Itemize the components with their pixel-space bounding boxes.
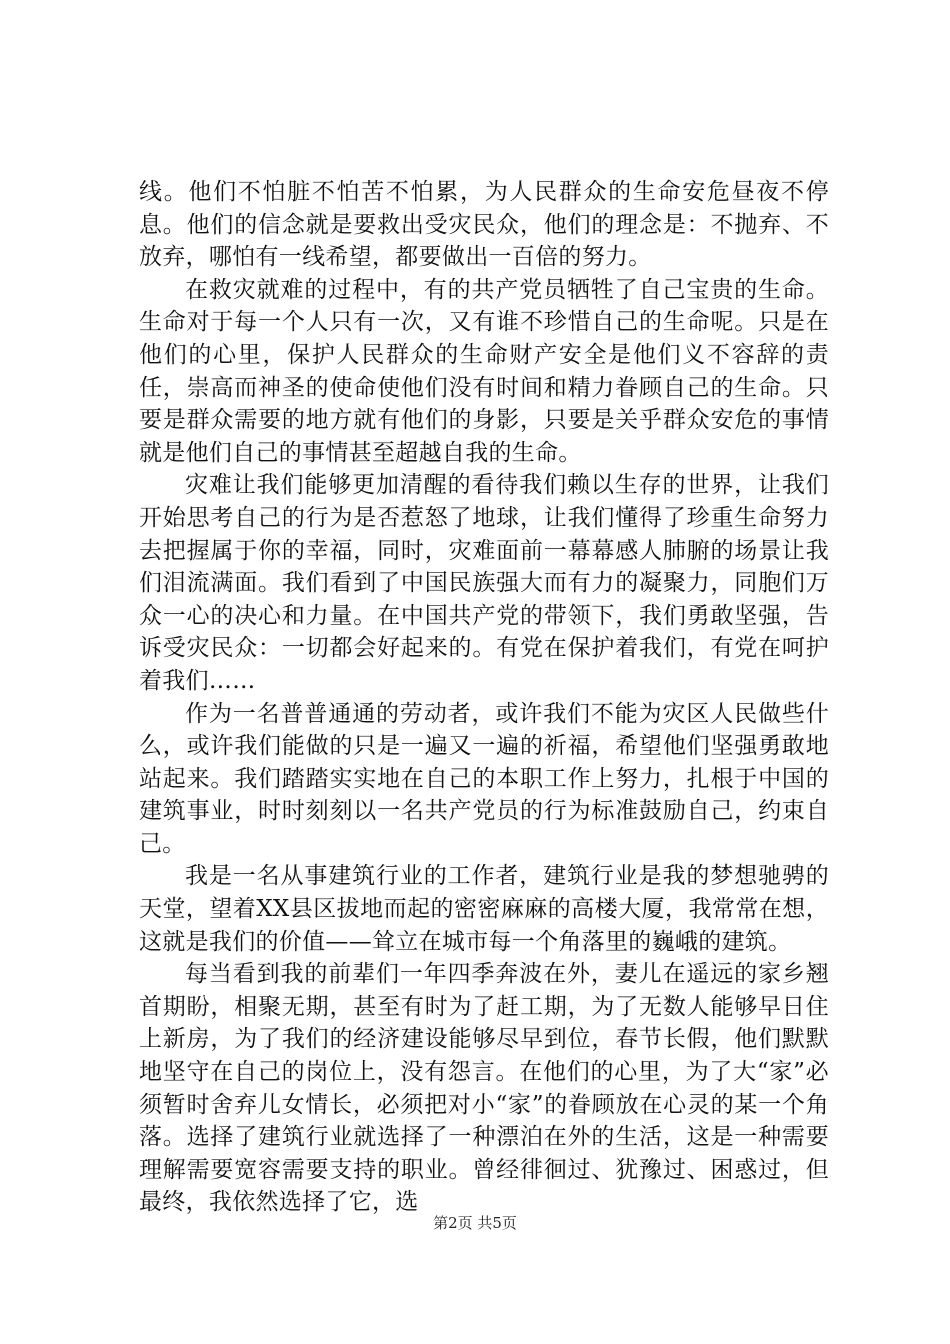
paragraph-3: 灾难让我们能够更加清醒的看待我们赖以生存的世界，让我们开始思考自己的行为是否惹怒了地球，让我们懂得了珍重生命努力去把握属于你的幸福，同时，灾难面前一幕幕感人肺腑的场景让我们泪流满面。我们看到了中国民族强大而有力的凝聚力，同胞们万众一心的决心和力量。在中国共产党的带领下，我们勇敢坚强，告诉受灾民众：一切都会好起来的。有党在保护着我们，有党在呵护着我们…… bbox=[139, 472, 829, 694]
page-footer: 第2页 共5页 bbox=[433, 1214, 517, 1232]
paragraph-4: 作为一名普普通通的劳动者，或许我们不能为灾区人民做些什么，或许我们能做的只是一遍又一遍的祈福，希望他们坚强勇敢地站起来。我们踏踏实实地在自己的本职工作上努力，扎根于中国的建筑事业，时时刻刻以一名共产党员的行为标准鼓励自己，约束自己。 bbox=[139, 700, 829, 857]
paragraph-6: 每当看到我的前辈们一年四季奔波在外，妻儿在遥远的家乡翘首期盼，相聚无期，甚至有时为了赶工期，为了无数人能够早日住上新房，为了我们的经济建设能够尽早到位，春节长假，他们默默地坚守在自己的岗位上，没有怨言。在他们的心里，为了大“家”必须暂时舍弃儿女情长，必须把对小“家”的眷顾放在心灵的某一个角落。选择了建筑行业就选择了一种漂泊在外的生活，这是一种需要理解需要宽容需要支持的职业。曾经徘徊过、犹豫过、困惑过，但最终，我依然选择了它，选 bbox=[139, 961, 829, 1216]
document-body bbox=[139, 176, 829, 1219]
paragraph-5: 我是一名从事建筑行业的工作者，建筑行业是我的梦想驰骋的天堂，望着XX县区拔地而起的密密麻麻的高楼大厦，我常常在想，这就是我们的价值——耸立在城市每一个角落里的巍峨的建筑。 bbox=[139, 863, 829, 955]
paragraph-1: 线。他们不怕脏不怕苦不怕累，为人民群众的生命安危昼夜不停息。他们的信念就是要救出受灾民众，他们的理念是：不抛弃、不放弃，哪怕有一线希望，都要做出一百倍的努力。 bbox=[139, 179, 829, 271]
paragraph-2: 在救灾就难的过程中，有的共产党员牺牲了自己宝贵的生命。生命对于每一个人只有一次，又有谁不珍惜自己的生命呢。只是在他们的心里，保护人民群众的生命财产安全是他们义不容辞的责任，崇高而神圣的使命使他们没有时间和精力眷顾自己的生命。只要是群众需要的地方就有他们的身影，只要是关乎群众安危的事情就是他们自己的事情甚至超越自我的生命。 bbox=[139, 276, 829, 466]
